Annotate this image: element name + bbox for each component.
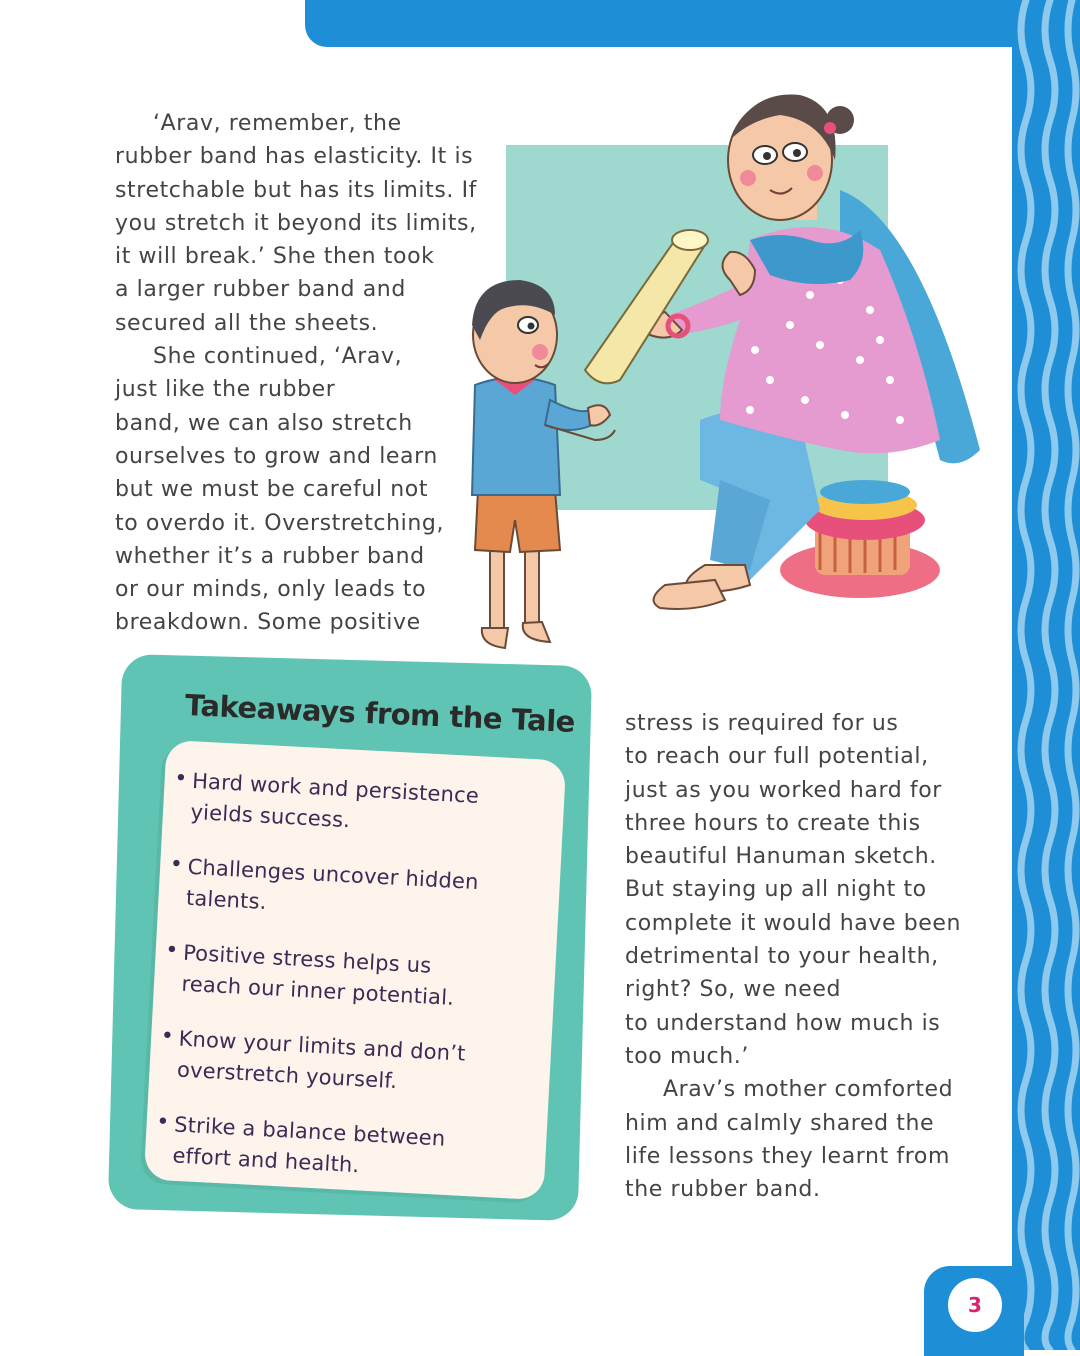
text-line: the rubber band. (625, 1177, 821, 1203)
bullet-icon: • (155, 1109, 171, 1136)
list-item (158, 1023, 541, 1105)
text-line: but we must be careful not (115, 477, 429, 503)
takeaway-text: Know your limits and don’t overstretch yourself. (176, 1026, 467, 1094)
wave-pattern-icon (1012, 0, 1080, 1350)
bullet-icon: • (160, 1023, 175, 1050)
text-line: stretchable but has its limits. If (115, 177, 478, 203)
side-pattern-strip (1012, 0, 1080, 1350)
text-line: detrimental to your health, (625, 944, 939, 970)
text-line: whether it’s a rubber band (115, 543, 425, 569)
text-line: But staying up all night to (625, 877, 927, 903)
text-line: stress is required for us (625, 711, 899, 736)
takeaway-text: Strike a balance between effort and health. (171, 1112, 446, 1178)
mother-and-child-illustration (420, 80, 1010, 660)
text-line: three hours to create this (625, 810, 921, 836)
takeaway-text: Positive stress helps us reach our inner potential. (180, 940, 455, 1010)
text-line: band, we can also stretch (115, 410, 413, 436)
text-line: too much.’ (625, 1043, 749, 1069)
takeaway-text: Hard work and persistence yields success. (189, 768, 480, 833)
text-line: She continued, ‘Arav, (153, 344, 403, 370)
text-line: ourselves to grow and learn (115, 443, 438, 469)
text-line: rubber band has elasticity. It is (115, 144, 474, 170)
story-paragraph-bottom (625, 707, 961, 1206)
text-line: just as you worked hard for (625, 777, 942, 803)
text-line: life lessons they learnt from (625, 1143, 950, 1169)
text-line: to overdo it. Overstretching, (115, 510, 445, 536)
text-line: secured all the sheets. (115, 310, 379, 336)
bullet-icon: • (164, 937, 180, 964)
takeaways-card (115, 660, 605, 1240)
text-line: or our minds, only leads to (115, 577, 427, 603)
text-line: Arav’s mother comforted (663, 1077, 954, 1103)
text-line: just like the rubber (115, 377, 336, 403)
text-line: him and calmly shared the (625, 1110, 935, 1136)
takeaways-title: Takeaways from the Tale (184, 688, 576, 740)
text-line: to understand how much is (625, 1010, 941, 1036)
takeaway-text: Challenges uncover hidden talents. (185, 854, 480, 914)
text-line: you stretch it beyond its limits, (115, 210, 477, 236)
page-number: 3 (948, 1278, 1002, 1332)
text-line: a larger rubber band and (115, 277, 406, 303)
list-item (154, 1109, 537, 1191)
text-line: beautiful Hanuman sketch. (625, 844, 937, 870)
text-line: right? So, we need (625, 977, 842, 1003)
text-line: to reach our full potential, (625, 744, 929, 770)
top-banner (305, 0, 1080, 47)
bullet-icon: • (169, 851, 184, 878)
bullet-icon: • (173, 765, 189, 792)
list-item (167, 851, 550, 933)
text-line: ‘Arav, remember, the (153, 111, 402, 136)
text-line: breakdown. Some positive (115, 610, 421, 636)
text-line: complete it would have been (625, 910, 962, 936)
text-line: it will break.’ She then took (115, 244, 435, 270)
takeaways-list (152, 765, 554, 1214)
list-item (163, 937, 546, 1019)
